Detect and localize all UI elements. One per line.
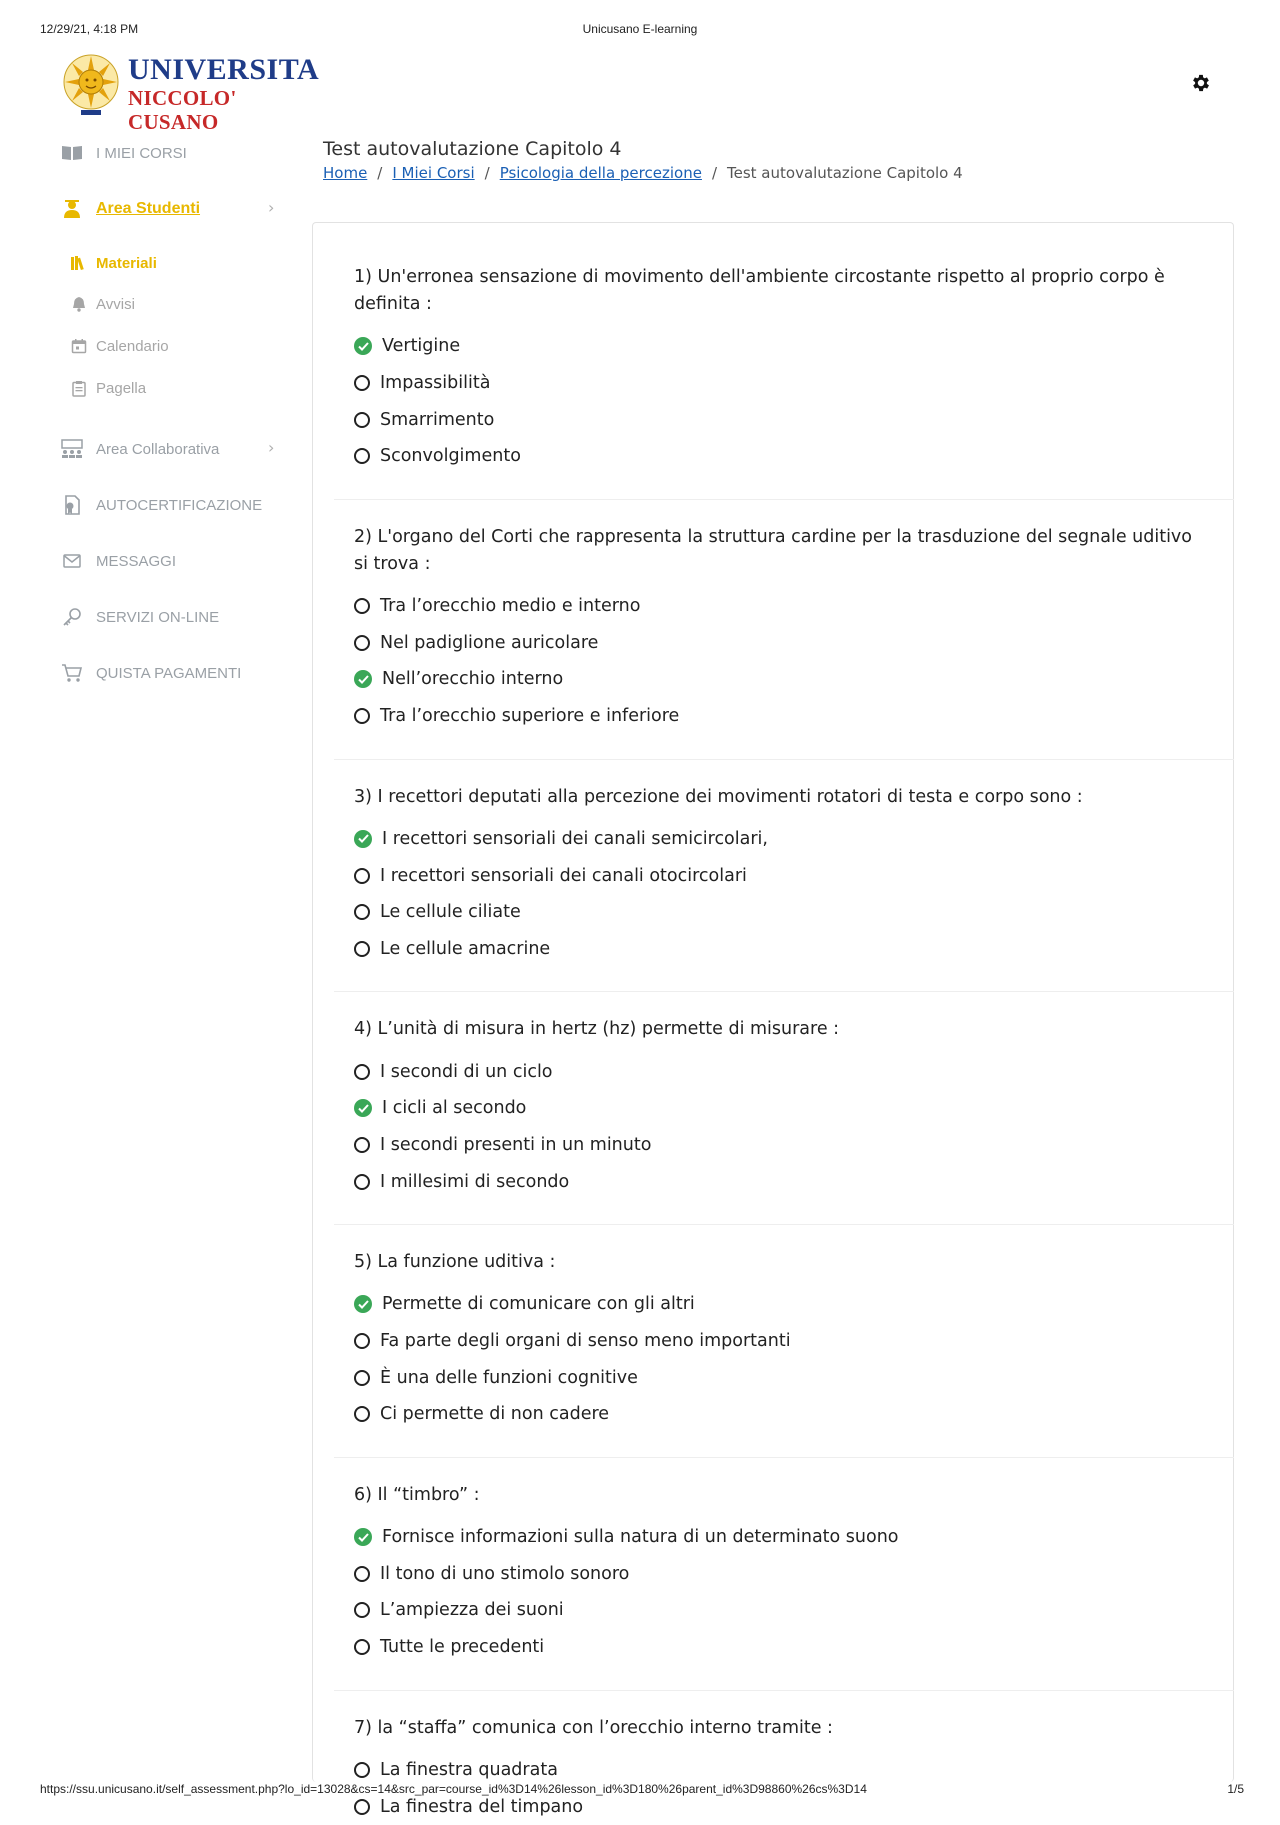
answer-option[interactable]: [354, 1555, 1214, 1592]
answer-label: I cicli al secondo: [382, 1098, 527, 1119]
answer-label: Tutte le precedenti: [380, 1637, 545, 1658]
settings-gear-icon[interactable]: [1190, 72, 1212, 94]
bell-icon: [70, 295, 88, 313]
answer-option[interactable]: [354, 1286, 1214, 1323]
cart-icon: [60, 662, 84, 684]
correct-check-icon: [354, 1099, 372, 1117]
correct-check-icon: [354, 1528, 372, 1546]
answer-label: Fa parte degli organi di senso meno importanti: [380, 1331, 791, 1352]
radio-empty-icon: [354, 941, 370, 957]
sidebar-item-avvisi[interactable]: [70, 295, 135, 313]
sidebar-item-label: Calendario: [96, 337, 169, 355]
radio-empty-icon: [354, 598, 370, 614]
radio-empty-icon: [354, 1566, 370, 1582]
sidebar-item-calendario[interactable]: [70, 337, 169, 355]
answer-option[interactable]: [354, 1323, 1214, 1360]
answer-option[interactable]: [354, 1359, 1214, 1396]
radio-empty-icon: [354, 448, 370, 464]
book-icon: [60, 142, 84, 164]
answer-option[interactable]: [354, 328, 1214, 365]
correct-check-icon: [354, 830, 372, 848]
print-url: https://ssu.unicusano.it/self_assessment.php?lo_id=13028&cs=14&src_par=course_id%3D14%26lesson_id%3D180%26parent_id%3D98860%26cs%3D14: [40, 1782, 867, 1796]
answer-label: L’ampiezza dei suoni: [380, 1600, 564, 1621]
question-divider: [334, 1224, 1234, 1225]
breadcrumb-separator: /: [377, 164, 383, 182]
envelope-icon: [60, 550, 84, 572]
answer-label: Nell’orecchio interno: [382, 669, 564, 690]
radio-empty-icon: [354, 868, 370, 884]
student-icon: [60, 198, 84, 220]
correct-check-icon: [354, 1295, 372, 1313]
radio-empty-icon: [354, 1064, 370, 1080]
radio-empty-icon: [354, 1406, 370, 1422]
question-block: [354, 1715, 1214, 1825]
breadcrumb-separator: /: [484, 164, 490, 182]
print-title: Unicusano E-learning: [582, 22, 698, 36]
sidebar-item-label: Area Collaborativa: [96, 440, 220, 458]
answer-option[interactable]: [354, 1592, 1214, 1629]
clipboard-icon: [70, 379, 88, 397]
answer-option[interactable]: [354, 438, 1214, 475]
print-page-number: 1/5: [1227, 1782, 1244, 1796]
answer-label: Impassibilità: [380, 373, 491, 394]
calendar-icon: [70, 337, 88, 355]
sidebar-item-pagella[interactable]: [70, 379, 146, 397]
sun-seal-icon: [62, 52, 120, 116]
answer-option[interactable]: [354, 1629, 1214, 1666]
chevron-right-icon[interactable]: ›: [268, 438, 275, 457]
sidebar-item-label: Area Studenti: [96, 200, 201, 217]
radio-empty-icon: [354, 1370, 370, 1386]
answer-option[interactable]: [354, 698, 1214, 735]
radio-empty-icon: [354, 1137, 370, 1153]
sidebar-item-autocertificazione[interactable]: [60, 494, 262, 516]
question-divider: [334, 991, 1234, 992]
answer-option[interactable]: [354, 624, 1214, 661]
question-text: 1) Un'erronea sensazione di movimento dell'ambiente circostante rispetto al proprio corpo è definita :: [354, 267, 1165, 314]
question-text: 4) L’unità di misura in hertz (hz) permette di misurare :: [354, 1019, 840, 1040]
question-text: 3) I recettori deputati alla percezione dei movimenti rotatori di testa e corpo sono :: [354, 786, 1083, 807]
question-block: [354, 524, 1214, 735]
print-footer: [0, 1782, 1280, 1798]
radio-empty-icon: [354, 708, 370, 724]
question-block: [354, 264, 1214, 475]
logo-wordmark: [128, 54, 319, 134]
breadcrumb-course-link[interactable]: Psicologia della percezione: [499, 164, 702, 182]
question-divider: [334, 499, 1234, 500]
radio-empty-icon: [354, 375, 370, 391]
sidebar-item-label: Pagella: [96, 379, 147, 397]
print-date: 12/29/21, 4:18 PM: [40, 22, 139, 36]
question-text: 2) L'organo del Corti che rappresenta la struttura cardine per la trasduzione del segnale uditivo si trova :: [354, 526, 1192, 574]
question-block: [354, 1016, 1214, 1200]
answer-label: Il tono di uno stimolo sonoro: [380, 1563, 630, 1584]
answer-option[interactable]: [354, 821, 1214, 858]
sidebar-item-label: I MIEI CORSI: [96, 144, 187, 162]
radio-empty-icon: [354, 635, 370, 651]
sidebar-item-servizi-online[interactable]: [60, 606, 219, 628]
answer-label: I millesimi di secondo: [380, 1171, 570, 1192]
breadcrumb-separator: /: [711, 164, 717, 182]
question-block: [354, 784, 1214, 968]
sidebar-item-area-collaborativa[interactable]: [60, 438, 219, 460]
logo-line-2: NICCOLO' CUSANO: [128, 86, 237, 134]
sidebar-item-materiali[interactable]: [70, 254, 157, 272]
sidebar-item-i-miei-corsi[interactable]: [60, 142, 187, 164]
answer-option[interactable]: [354, 857, 1214, 894]
breadcrumb-corsi-link[interactable]: I Miei Corsi: [392, 164, 475, 182]
answer-option[interactable]: [354, 588, 1214, 625]
answer-label: I recettori sensoriali dei canali otocircolari: [380, 865, 747, 886]
answer-option[interactable]: [354, 365, 1214, 402]
answer-label: Smarrimento: [380, 409, 495, 430]
answer-label: Vertigine: [382, 336, 461, 357]
group-icon: [60, 438, 84, 460]
answer-label: Tra l’orecchio medio e interno: [380, 596, 641, 617]
print-header: [0, 22, 1280, 38]
sidebar-item-label: MESSAGGI: [96, 552, 177, 570]
answer-label: I secondi di un ciclo: [380, 1061, 553, 1082]
answer-option[interactable]: [354, 1127, 1214, 1164]
radio-empty-icon: [354, 1762, 370, 1778]
answer-label: I recettori sensoriali dei canali semicircolari,: [382, 828, 768, 849]
answer-label: Le cellule ciliate: [380, 902, 521, 923]
question-text: 7) la “staffa” comunica con l’orecchio interno tramite :: [354, 1717, 833, 1738]
radio-empty-icon: [354, 412, 370, 428]
radio-empty-icon: [354, 1799, 370, 1815]
answer-option[interactable]: [354, 894, 1214, 931]
chevron-right-icon[interactable]: ›: [268, 198, 275, 217]
answer-option[interactable]: [354, 931, 1214, 968]
radio-empty-icon: [354, 1333, 370, 1349]
sidebar-item-label: Avvisi: [96, 295, 135, 313]
answer-option[interactable]: [354, 1163, 1214, 1200]
university-logo[interactable]: [62, 52, 320, 134]
answer-label: Le cellule amacrine: [380, 938, 551, 959]
radio-empty-icon: [354, 1602, 370, 1618]
answer-label: I secondi presenti in un minuto: [380, 1134, 652, 1155]
sidebar-item-area-studenti[interactable]: [60, 198, 200, 220]
answer-label: Sconvolgimento: [380, 446, 521, 467]
answer-label: Permette di comunicare con gli altri: [382, 1294, 695, 1315]
sidebar-item-label: Materiali: [96, 254, 157, 272]
question-divider: [334, 759, 1234, 760]
sidebar-item-label: AUTOCERTIFICAZIONE: [96, 496, 263, 514]
answer-option[interactable]: [354, 401, 1214, 438]
answer-option[interactable]: [354, 661, 1214, 698]
certificate-icon: [60, 494, 84, 516]
question-list: [354, 264, 1214, 1825]
answer-label: Fornisce informazioni sulla natura di un determinato suono: [382, 1527, 899, 1548]
answer-label: La finestra quadrata: [380, 1759, 558, 1780]
radio-empty-icon: [354, 1174, 370, 1190]
answer-label: Tra l’orecchio superiore e inferiore: [380, 706, 680, 727]
sidebar-item-label: SERVIZI ON-LINE: [96, 608, 220, 626]
answer-option[interactable]: [354, 1053, 1214, 1090]
answer-option[interactable]: [354, 1090, 1214, 1127]
answer-label: È una delle funzioni cognitive: [380, 1367, 638, 1388]
books-icon: [70, 254, 88, 272]
question-block: [354, 1482, 1214, 1666]
answer-label: Ci permette di non cadere: [380, 1404, 610, 1425]
answer-label: Nel padiglione auricolare: [380, 632, 599, 653]
breadcrumb-home-link[interactable]: Home: [323, 164, 368, 182]
logo-line-1: UNIVERSITA: [128, 53, 320, 86]
key-icon: [60, 606, 84, 628]
breadcrumb: [323, 164, 963, 182]
answer-option[interactable]: [354, 1519, 1214, 1556]
answer-option[interactable]: [354, 1396, 1214, 1433]
question-divider: [334, 1457, 1234, 1458]
breadcrumb-current: Test autovalutazione Capitolo 4: [727, 164, 963, 182]
question-text: 6) Il “timbro” :: [354, 1484, 480, 1505]
page-title: Test autovalutazione Capitolo 4: [323, 138, 622, 160]
question-divider: [334, 1690, 1234, 1691]
radio-empty-icon: [354, 1639, 370, 1655]
radio-empty-icon: [354, 904, 370, 920]
sidebar-item-messaggi[interactable]: [60, 550, 176, 572]
sidebar-item-label: QUISTA PAGAMENTI: [96, 664, 242, 682]
question-text: 5) La funzione uditiva :: [354, 1252, 556, 1272]
correct-check-icon: [354, 337, 372, 355]
answer-label: La finestra del timpano: [380, 1796, 584, 1817]
correct-check-icon: [354, 670, 372, 688]
question-block: [354, 1249, 1214, 1433]
sidebar-item-pagamenti[interactable]: [60, 662, 241, 684]
